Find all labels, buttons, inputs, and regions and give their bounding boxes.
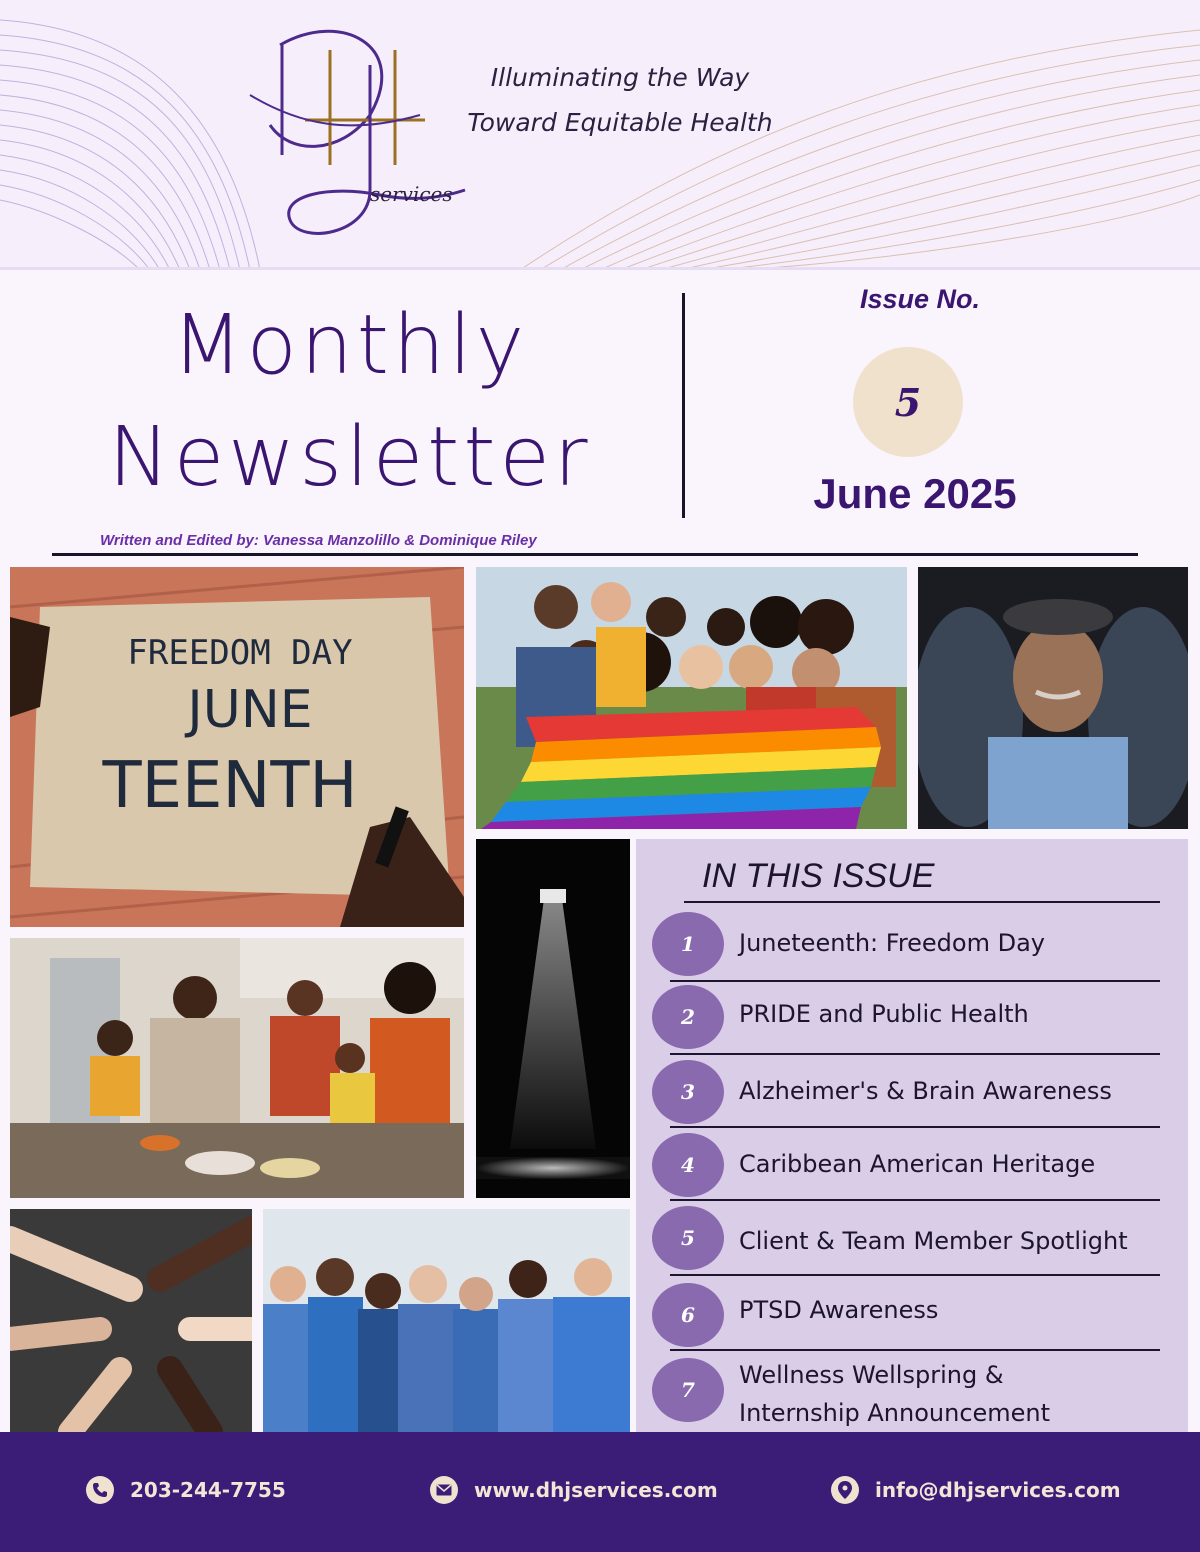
credits-line: Written and Edited by: Vanessa Manzolillo & Dominique Riley <box>100 532 537 549</box>
sign-line2: JUNE <box>187 680 313 740</box>
envelope-icon <box>430 1476 458 1504</box>
phone-icon <box>86 1476 114 1504</box>
toc-number-badge: 1 <box>652 912 724 976</box>
photo-family-kitchen <box>10 938 464 1198</box>
toc-item-label: PTSD Awareness <box>739 1296 939 1324</box>
toc-divider <box>670 1199 1160 1201</box>
toc-divider <box>670 1274 1160 1276</box>
toc-divider <box>670 980 1160 982</box>
phone-number: 203-244-7755 <box>130 1478 286 1502</box>
horizontal-divider <box>52 553 1138 556</box>
toc-number-badge: 6 <box>652 1283 724 1347</box>
toc-number-badge: 7 <box>652 1358 724 1422</box>
toc-divider <box>670 1349 1160 1351</box>
contact-phone[interactable] <box>86 1476 286 1504</box>
toc-item-label: Juneteenth: Freedom Day <box>739 929 1045 957</box>
in-this-issue-panel <box>636 839 1188 1432</box>
toc-item-label: Caribbean American Heritage <box>739 1150 1096 1178</box>
logo-services-text: services <box>370 182 453 206</box>
toc-number-badge: 2 <box>652 985 724 1049</box>
toc-item-label: Client & Team Member Spotlight <box>739 1227 1128 1255</box>
photo-pride-group <box>476 567 907 829</box>
toc-item-label: PRIDE and Public Health <box>739 1000 1029 1028</box>
title-line1: Monthly <box>171 298 529 393</box>
header-banner <box>0 0 1200 270</box>
sign-line1: FREEDOM DAY <box>127 633 353 673</box>
toc-item-label: Alzheimer's & Brain Awareness <box>739 1077 1112 1105</box>
photo-holding-hands <box>10 1209 252 1432</box>
tagline <box>440 55 800 145</box>
vertical-divider <box>682 293 685 518</box>
contact-website[interactable] <box>430 1476 718 1504</box>
email-address: info@dhjservices.com <box>875 1478 1121 1502</box>
toc-number-badge: 3 <box>652 1060 724 1124</box>
photo-spotlight <box>476 839 630 1198</box>
footer-contact-bar <box>0 1432 1200 1552</box>
website-url: www.dhjservices.com <box>474 1478 718 1502</box>
location-pin-icon <box>831 1476 859 1504</box>
title-line2: Newsletter <box>108 410 592 505</box>
toc-item-label-line2: Internship Announcement <box>739 1399 1051 1427</box>
photo-juneteenth-sign <box>10 567 464 927</box>
toc-item-label-line1: Wellness Wellspring & <box>739 1361 1004 1389</box>
tagline-line1: Illuminating the Way <box>490 63 750 92</box>
dhj-logo <box>220 5 470 250</box>
photo-men-group <box>263 1209 630 1432</box>
photo-elderly-man <box>918 567 1188 829</box>
sign-line3: TEENTH <box>102 749 358 823</box>
toc-divider <box>670 1126 1160 1128</box>
newsletter-title <box>70 290 630 514</box>
tagline-line2: Toward Equitable Health <box>467 108 773 137</box>
toc-number-badge: 4 <box>652 1133 724 1197</box>
issue-date: June 2025 <box>813 470 1017 517</box>
toc-title-underline <box>684 901 1160 903</box>
toc-divider <box>670 1053 1160 1055</box>
toc-number-badge: 5 <box>652 1206 724 1270</box>
contact-email[interactable] <box>831 1476 1121 1504</box>
toc-item-label <box>739 1356 1050 1432</box>
toc-title: IN THIS ISSUE <box>702 857 935 895</box>
issue-number-badge: 5 <box>853 347 963 457</box>
issue-label: Issue No. <box>859 284 981 314</box>
